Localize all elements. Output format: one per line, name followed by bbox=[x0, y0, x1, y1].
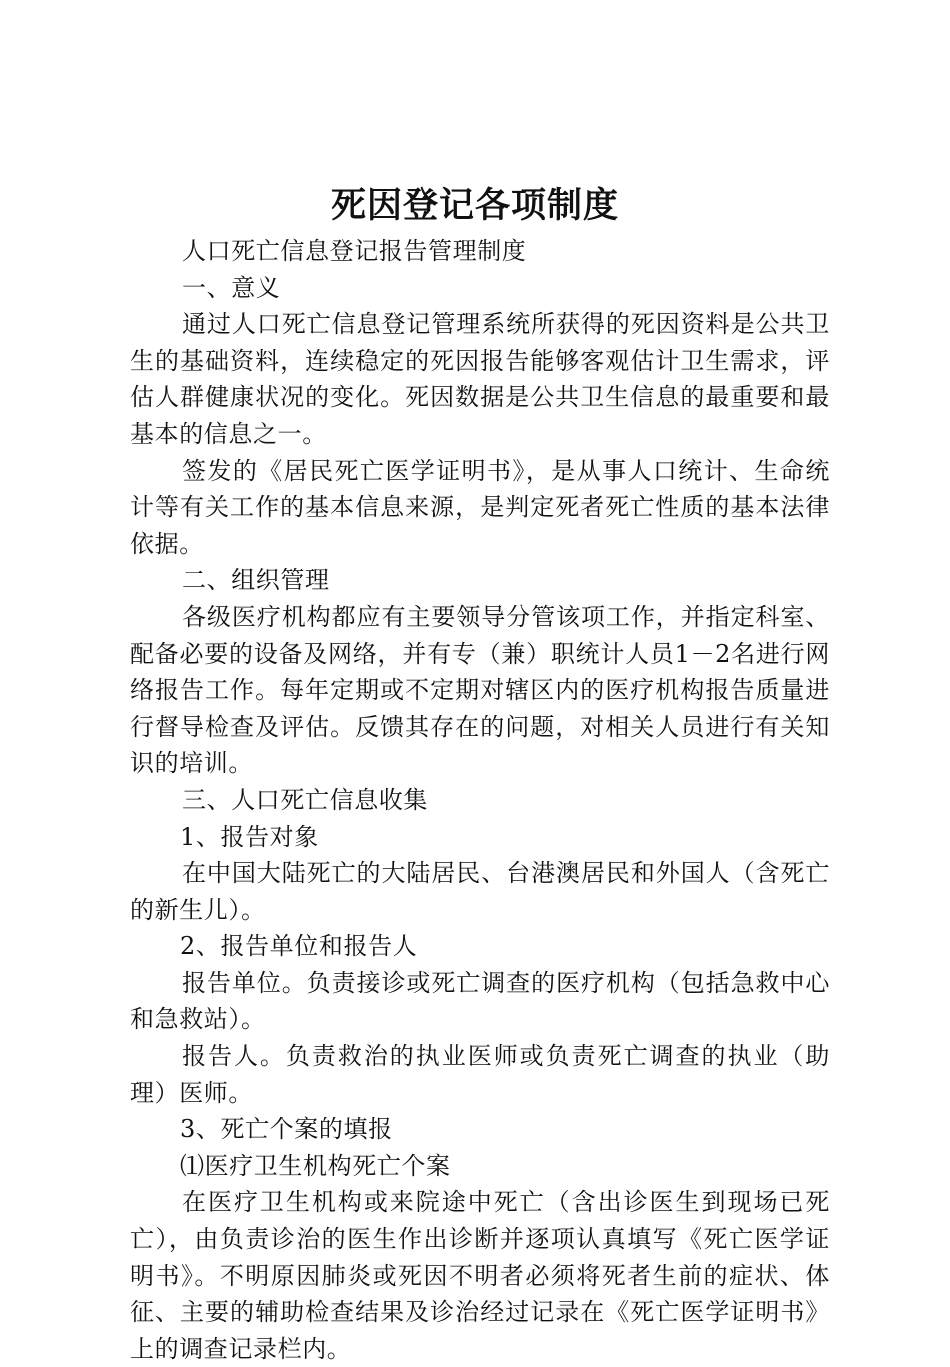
document-title: 死因登记各项制度 bbox=[330, 186, 619, 226]
section-heading: 二、组织管理 bbox=[182, 566, 330, 595]
subsection-heading: 3、死亡个案的填报 bbox=[180, 1115, 393, 1144]
paragraph: 在医疗卫生机构或来院途中死亡（含出诊医生到现场已死亡），由负责诊治的医生作出诊断并逐项认真填写《死亡医学证明书》。不明原因肺炎或死因不明者必须将死者生前的症状、体征、主要的辅助检查结果及诊治经过记录在《死亡医学证明书》上的调查记录栏内。 bbox=[130, 1188, 830, 1363]
subsection-heading: 1、报告对象 bbox=[180, 822, 319, 851]
paragraph: 报告人。负责救治的执业医师或负责死亡调查的执业（助理）医师。 bbox=[130, 1042, 830, 1107]
subsection-heading: 2、报告单位和报告人 bbox=[180, 932, 418, 961]
section-heading: 人口死亡信息登记报告管理制度 bbox=[182, 237, 527, 265]
paragraph: 报告单位。负责接诊或死亡调查的医疗机构（包括急救中心和急救站）。 bbox=[130, 968, 830, 1034]
section-heading: 三、人口死亡信息收集 bbox=[182, 785, 428, 814]
paragraph: 签发的《居民死亡医学证明书》，是从事人口统计、生命统计等有关工作的基本信息来源，是判定死者死亡性质的基本法律依据。 bbox=[130, 456, 830, 558]
document-body bbox=[130, 233, 830, 1367]
paragraph: 各级医疗机构都应有主要领导分管该项工作，并指定科室、配备必要的设备及网络，并有专（兼）职统计人员1－2名进行网络报告工作。每年定期或不定期对辖区内的医疗机构报告质量进行督导检查及评估。反馈其存在的问题，对相关人员进行有关知识的培训。 bbox=[130, 602, 830, 778]
subsection-heading: ⑴医疗卫生机构死亡个案 bbox=[180, 1151, 451, 1180]
paragraph: 在中国大陆死亡的大陆居民、台港澳居民和外国人（含死亡的新生儿）。 bbox=[130, 859, 830, 924]
section-heading: 一、意义 bbox=[182, 273, 281, 302]
paragraph: 通过人口死亡信息登记管理系统所获得的死因资料是公共卫生的基础资料，连续稳定的死因报告能够客观估计卫生需求，评估人群健康状况的变化。死因数据是公共卫生信息的最重要和最基本的信息之一。 bbox=[130, 310, 830, 448]
